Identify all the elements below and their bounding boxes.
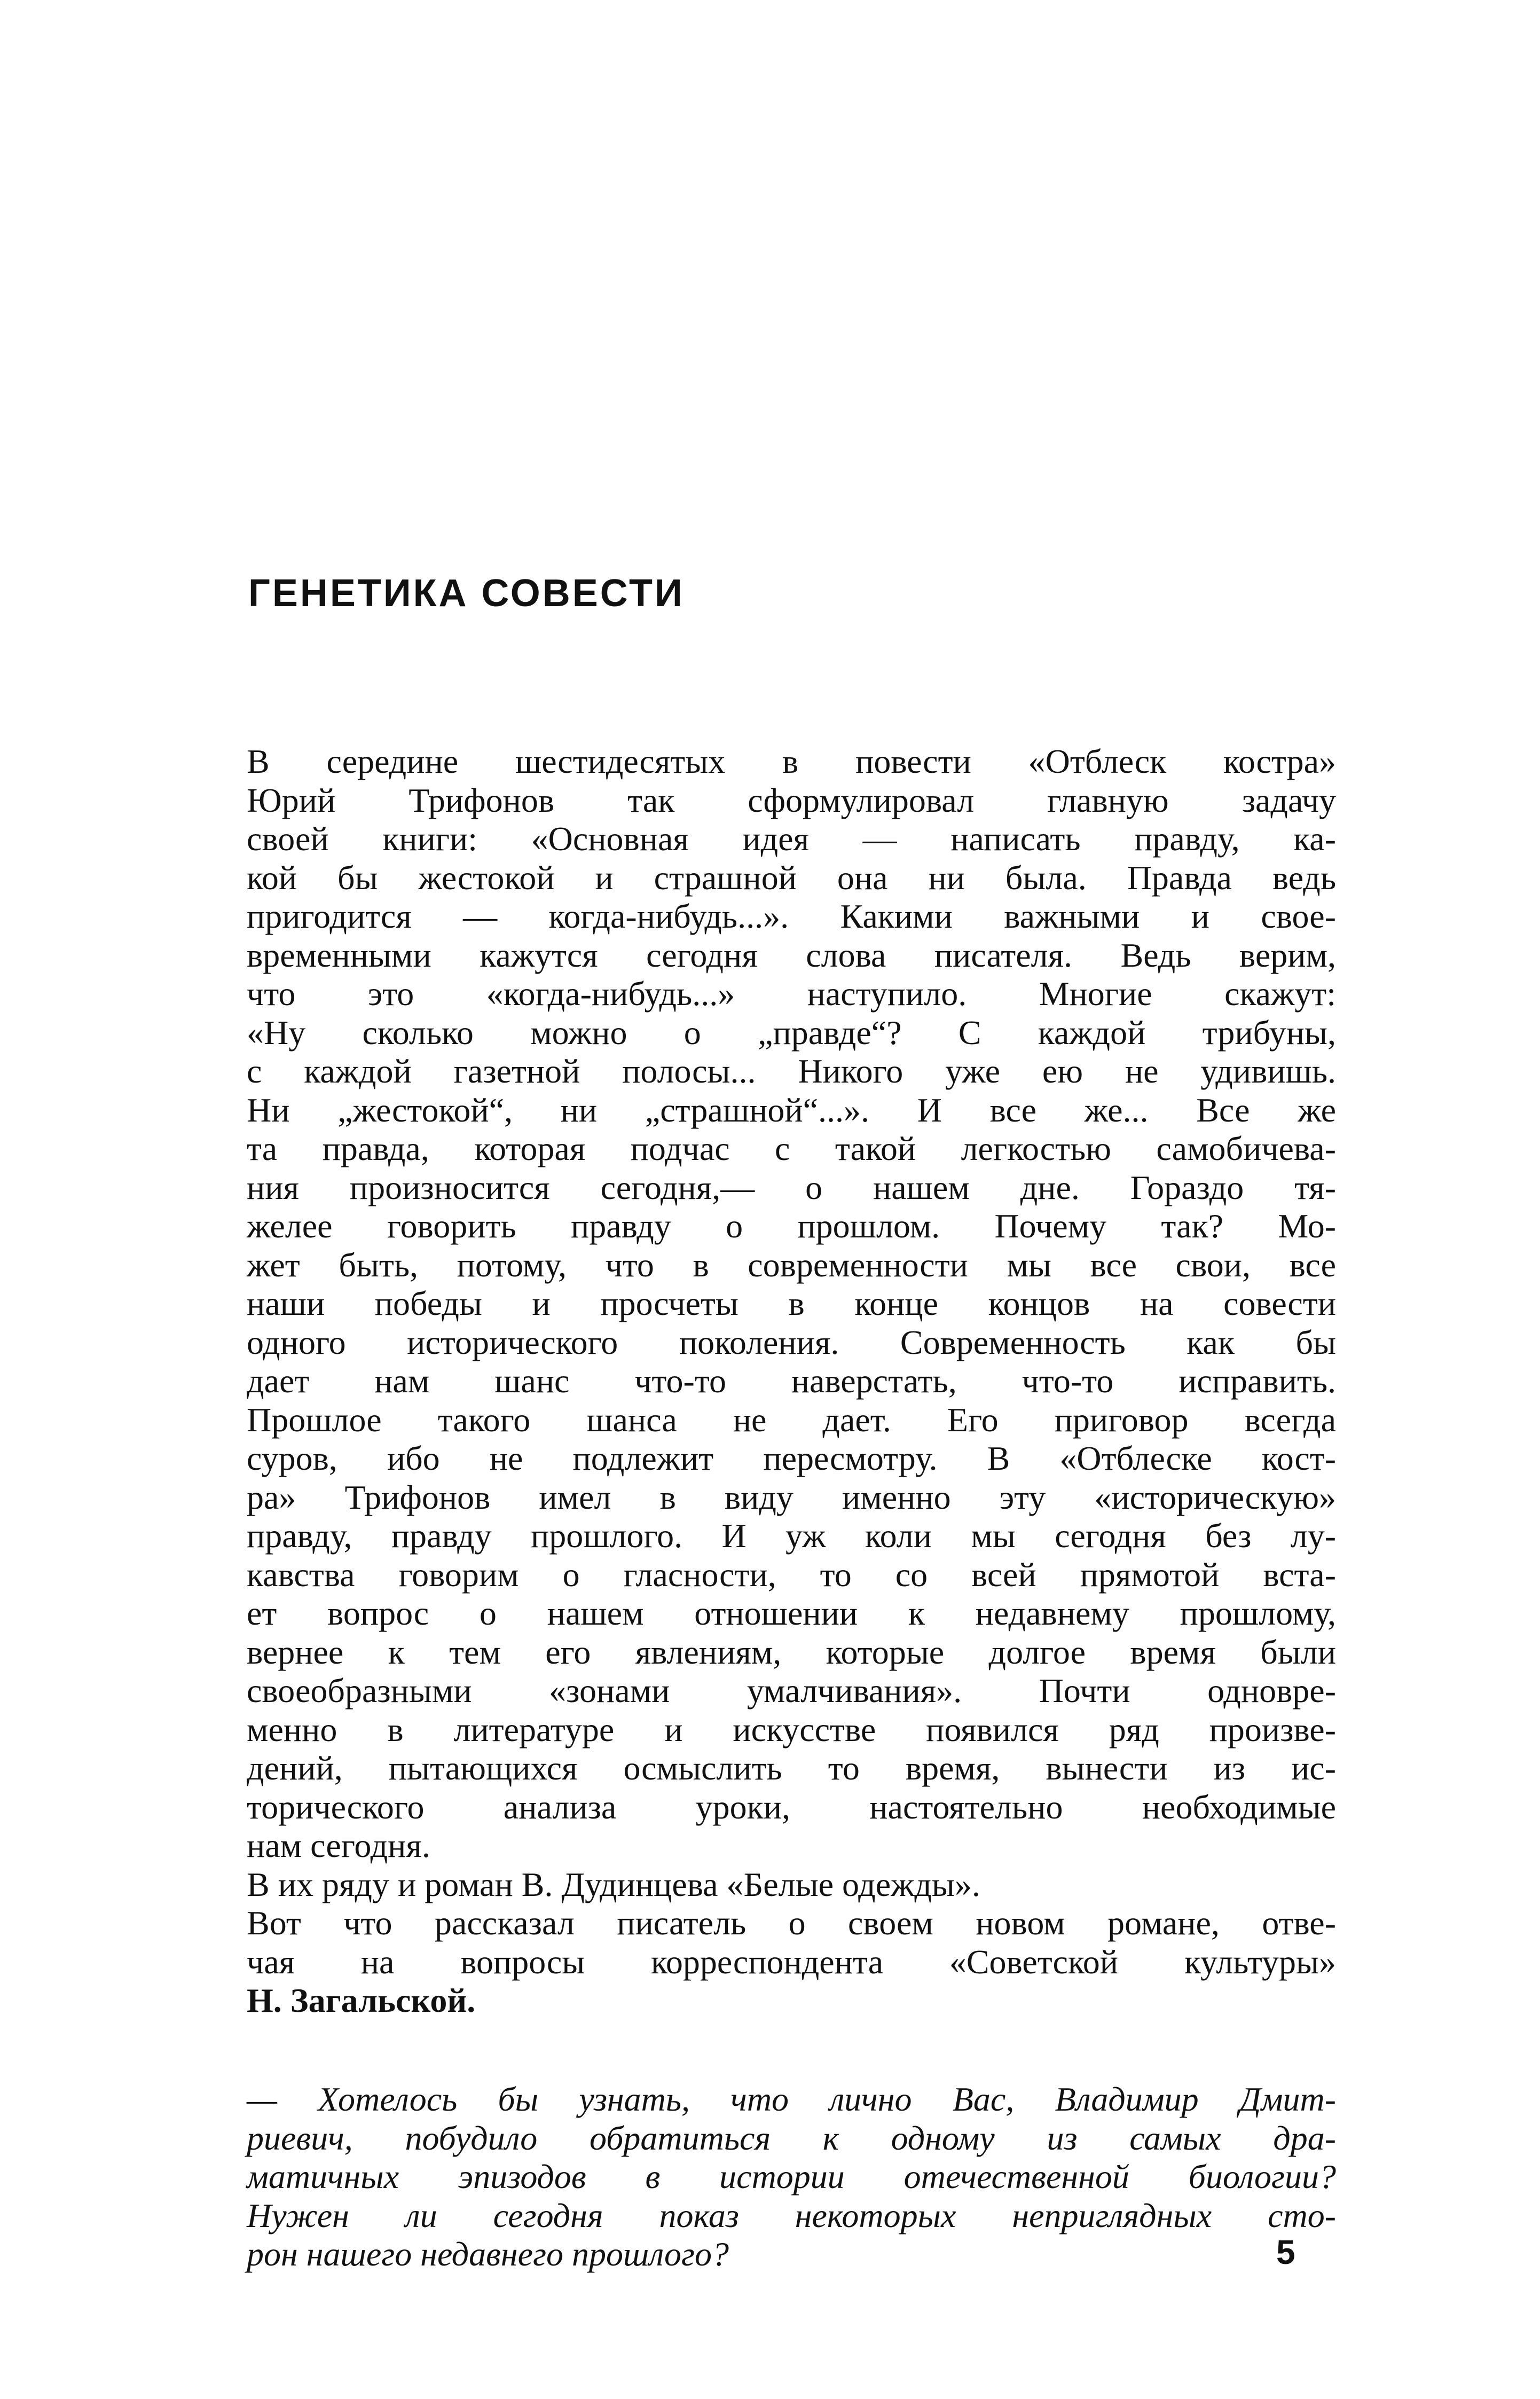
- body-line: вернее к тем его явлениям, которые долгое время были: [247, 1633, 1336, 1671]
- body-line: торического анализа уроки, настоятельно необходимые: [247, 1788, 1336, 1826]
- body-line: временными кажутся сегодня слова писателя. Ведь верим,: [247, 936, 1336, 974]
- body-line: ет вопрос о нашем отношении к недавнему прошлому,: [247, 1594, 1336, 1632]
- body-line: кой бы жестокой и страшной она ни была. Правда ведь: [247, 858, 1336, 897]
- question-line: риевич, побудило обратиться к одному из самых дра-: [247, 2119, 1336, 2157]
- body-line: кавства говорим о гласности, то со всей прямотой вста-: [247, 1555, 1336, 1594]
- page-number: 5: [1276, 2233, 1295, 2271]
- body-line: что это «когда-нибудь...» наступило. Многие скажут:: [247, 975, 1336, 1013]
- body-line: ра» Трифонов имел в виду именно эту «историческую»: [247, 1478, 1336, 1516]
- body-line: с каждой газетной полосы... Никого уже ею не удивишь.: [247, 1052, 1336, 1090]
- body-line: менно в литературе и искусстве появился ряд произве-: [247, 1710, 1336, 1749]
- article-title: ГЕНЕТИКА СОВЕСТИ: [248, 572, 685, 615]
- body-line: одного исторического поколения. Современность как бы: [247, 1323, 1336, 1361]
- body-line: суров, ибо не подлежит пересмотру. В «Отблеске кост-: [247, 1439, 1336, 1477]
- correspondent-name: Н. Загальской.: [247, 1981, 476, 2019]
- body-line: правду, правду прошлого. И уж коли мы сегодня без лу-: [247, 1517, 1336, 1555]
- body-line: жет быть, потому, что в современности мы все свои, все: [247, 1245, 1336, 1284]
- question-line: рон нашего недавнего прошлого?: [247, 2235, 729, 2273]
- body-line: Ни „жестокой“, ни „страшной“...». И все же... Все же: [247, 1091, 1336, 1129]
- body-line: чая на вопросы корреспондента «Советской культуры»: [247, 1942, 1336, 1981]
- body-line: нам сегодня.: [247, 1826, 430, 1864]
- body-line: Юрий Трифонов так сформулировал главную задачу: [247, 781, 1336, 819]
- body-line: В середине шестидесятых в повести «Отблеск костра»: [247, 742, 1336, 780]
- body-line: желее говорить правду о прошлом. Почему так? Мо-: [247, 1207, 1336, 1245]
- body-line: ния произносится сегодня,— о нашем дне. Гораздо тя-: [247, 1168, 1336, 1206]
- body-line: своей книги: «Основная идея — написать правду, ка-: [247, 820, 1336, 858]
- body-line: В их ряду и роман В. Дудинцева «Белые одежды».: [247, 1865, 980, 1903]
- body-line: дает нам шанс что-то наверстать, что-то исправить.: [247, 1362, 1336, 1400]
- body-line: Прошлое такого шанса не дает. Его приговор всегда: [247, 1400, 1336, 1439]
- body-line: «Ну сколько можно о „правде“? С каждой трибуны,: [247, 1013, 1336, 1052]
- question-line: Нужен ли сегодня показ некоторых неприглядных сто-: [247, 2196, 1336, 2235]
- interview-question: [247, 2080, 1336, 2274]
- body-line: своеобразными «зонами умалчивания». Почти одновре-: [247, 1672, 1336, 1710]
- body-line: наши победы и просчеты в конце концов на совести: [247, 1284, 1336, 1322]
- body-line: дений, пытающихся осмыслить то время, вынести из ис-: [247, 1749, 1336, 1787]
- question-line: матичных эпизодов в истории отечественной биологии?: [247, 2158, 1336, 2196]
- body-line: та правда, которая подчас с такой легкостью самобичева-: [247, 1130, 1336, 1167]
- body-line: Вот что рассказал писатель о своем новом романе, отве-: [247, 1904, 1336, 1942]
- question-line: — Хотелось бы узнать, что лично Вас, Владимир Дмит-: [247, 2080, 1336, 2118]
- body-line: пригодится — когда-нибудь...». Какими важными и свое-: [247, 897, 1336, 935]
- article-body: [247, 742, 1336, 2020]
